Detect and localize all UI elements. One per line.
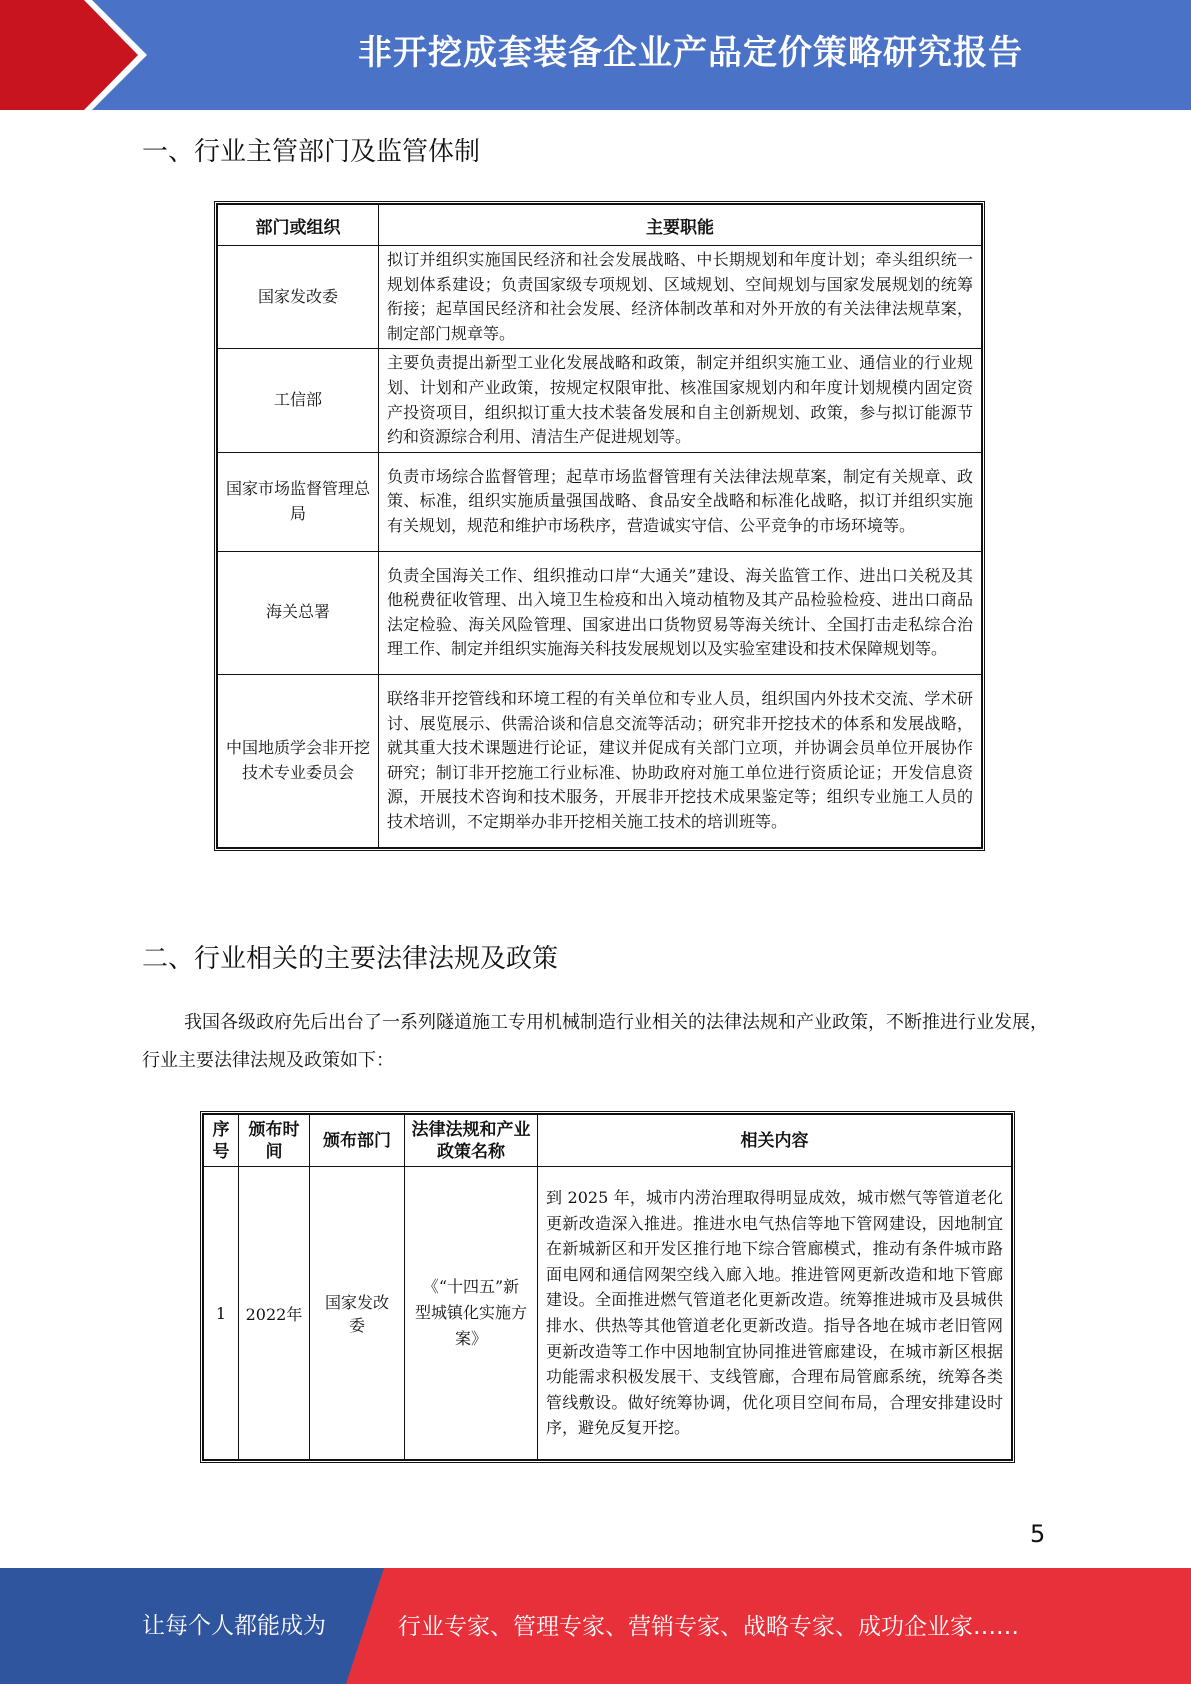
page-number: 5 [1030,1520,1046,1548]
regulators-table [214,201,985,851]
header-banner [0,0,1191,110]
table-row [218,349,982,452]
section-heading-regulators: 一、行业主管部门及监管体制 [142,137,481,167]
table-row [204,1167,1012,1460]
column-header-policy-name: 法律法规和产业政策名称 [405,1115,538,1167]
policy-name: 《“十四五”新型城镇化实施方案》 [405,1167,538,1460]
footer-slogan-right: 行业专家、管理专家、营销专家、战略专家、成功企业家…… [398,1614,1019,1640]
dept-cell: 工信部 [218,349,379,452]
intro-paragraph: 我国各级政府先后出台了一系列隧道施工专用机械制造行业相关的法律法规和产业政策，不断推进行业发展，行业主要法律法规及政策如下： [142,1012,1048,1071]
table-row [218,674,982,847]
column-header-date: 颁布时间 [239,1115,310,1167]
policies-table [200,1111,1015,1463]
table-row [218,246,982,349]
column-header-dept: 部门或组织 [218,205,379,246]
dept-cell: 国家发改委 [218,246,379,349]
column-header-content: 相关内容 [538,1115,1012,1167]
dept-cell: 国家市场监督管理总局 [218,452,379,551]
footer-banner [0,1568,1191,1684]
issue-date: 2022年 [239,1167,310,1460]
section-heading-laws: 二、行业相关的主要法律法规及政策 [142,944,559,974]
column-header-dept: 颁布部门 [310,1115,405,1167]
duty-cell: 拟订并组织实施国民经济和社会发展战略、中长期规划和年度计划；牵头组织统一规划体系建设；负责国家级专项规划、区域规划、空间规划与国家发展规划的统筹衔接；起草国民经济和社会发展、经济体制改革和对外开放的有关法律法规草案，制定部门规章等。 [379,246,982,349]
report-title: 非开挖成套装备企业产品定价策略研究报告 [358,33,1023,73]
dept-cell: 中国地质学会非开挖技术专业委员会 [218,674,379,847]
column-header-no: 序号 [204,1115,239,1167]
duty-cell: 负责市场综合监督管理；起草市场监督管理有关法律法规草案，制定有关规章、政策、标准，组织实施质量强国战略、食品安全战略和标准化战略，拟订并组织实施有关规划，规范和维护市场秩序，营造诚实守信、公平竞争的市场环境等。 [379,452,982,551]
duty-cell: 联络非开挖管线和环境工程的有关单位和专业人员，组织国内外技术交流、学术研讨、展览展示、供需洽谈和信息交流等活动；研究非开挖技术的体系和发展战略，就其重大技术课题进行论证，建议并促成有关部门立项，并协调会员单位开展协作研究；制订非开挖施工行业标准、协助政府对施工单位进行资质论证；开发信息资源，开展技术咨询和技术服务，开展非开挖技术成果鉴定等；组织专业施工人员的技术培训，不定期举办非开挖相关施工技术的培训班等。 [379,674,982,847]
duty-cell: 主要负责提出新型工业化发展战略和政策，制定并组织实施工业、通信业的行业规划、计划和产业政策，按规定权限审批、核准国家规划内和年度计划规模内固定资产投资项目，组织拟订重大技术装备发展和自主创新规划、政策，参与拟订能源节约和资源综合利用、清洁生产促进规划等。 [379,349,982,452]
row-number: 1 [204,1167,239,1460]
duty-cell: 负责全国海关工作、组织推动口岸“大通关”建设、海关监管工作、进出口关税及其他税费征收管理、出入境卫生检疫和出入境动植物及其产品检验检疫、进出口商品法定检验、海关风险管理、国家进出口货物贸易等海关统计、全国打击走私综合治理工作、制定并组织实施海关科技发展规划以及实验室建设和技术保障规划等。 [379,551,982,674]
table-header-row [204,1115,1012,1167]
table-row [218,551,982,674]
column-header-duty: 主要职能 [379,205,982,246]
footer-slogan-left: 让每个人都能成为 [142,1613,326,1639]
table-row [218,452,982,551]
table-header-row [218,205,982,246]
dept-cell: 海关总署 [218,551,379,674]
policy-content: 到 2025 年，城市内涝治理取得明显成效，城市燃气等管道老化更新改造深入推进。推进水电气热信等地下管网建设，因地制宜在新城新区和开发区推行地下综合管廊模式，推动有条件城市路面电网和通信网架空线入廊入地。推进管网更新改造和地下管廊建设。全面推进燃气管道老化更新改造。统筹推进城市及县城供排水、供热等其他管道老化更新改造。指导各地在城市老旧管网更新改造等工作中因地制宜协同推进管廊建设，在城市新区根据功能需求积极发展干、支线管廊，合理布局管廊系统，统筹各类管线敷设。做好统筹协调，优化项目空间布局，合理安排建设时序，避免反复开挖。 [538,1167,1012,1460]
issuing-dept: 国家发改委 [310,1167,405,1460]
header-chevron-decoration [0,0,150,110]
